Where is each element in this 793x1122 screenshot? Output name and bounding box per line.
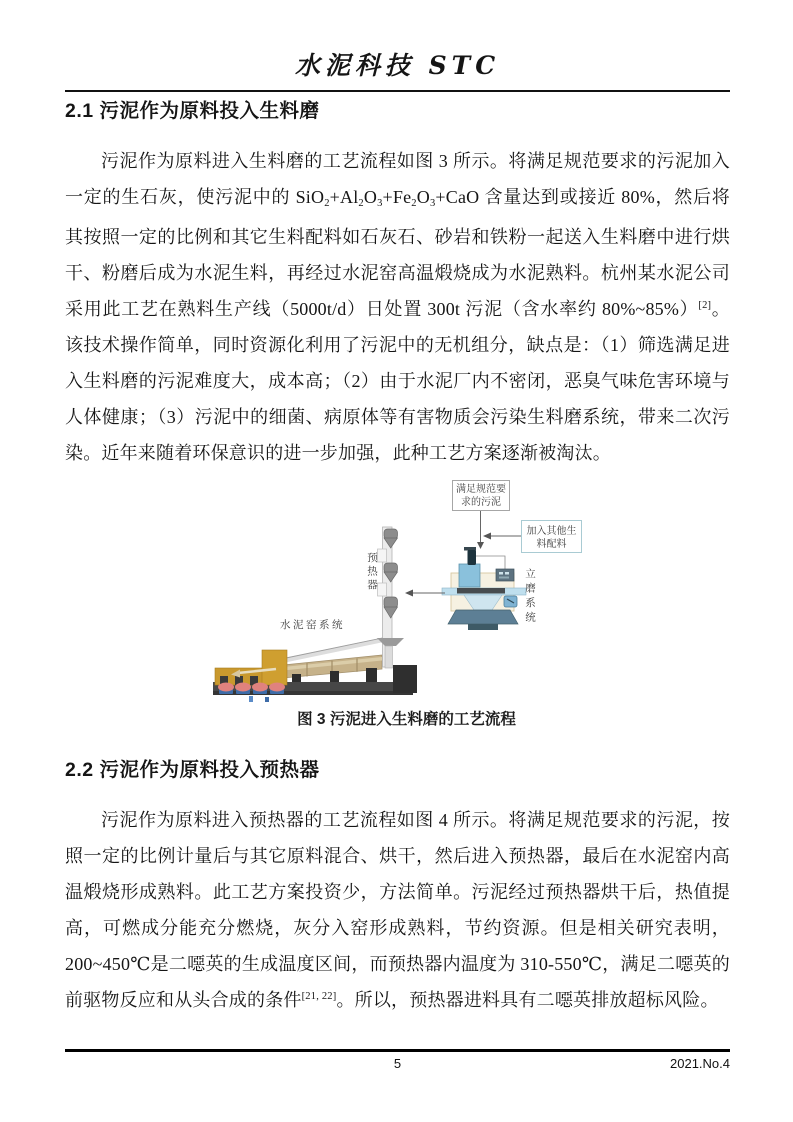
figure-box-raw-materials: 加入其他生料配料 [521,520,582,553]
paragraph-2-2: 污泥作为原料进入预热器的工艺流程如图 4 所示。将满足规范要求的污泥，按照一定的比例计量后与其它原料混合、烘干，然后进入预热器，最后在水泥窑内高温煅烧形成熟料。此工艺方案投资少，方法简单。污泥经过预热器烘干后，热值提高，可燃成分能充分燃烧，灰分入窑形成熟料，节约资源。但是相关研究表明，200~450℃是二噁英的生成温度区间，而预热器内温度为 310-550℃，满足二噁英的前驱物反应和从头合成的条件[21, 22]。所以，预热器进料具有二噁英排放超标风险。 [65,810,730,1010]
footer-divider [65,1049,730,1052]
header-divider [65,90,730,92]
page-number: 5 [393,1056,402,1071]
figure-3 [180,477,620,709]
vertical-mill [442,547,526,630]
figure-label-preheater: 预热器 [366,552,378,593]
figure-box-sludge: 满足规范要求的污泥 [452,480,510,511]
page-footer [65,1049,730,1074]
preheater-tower [377,527,404,668]
figure-label-kiln-system: 水泥窑系统 [280,619,345,631]
kiln-hood [215,650,287,685]
flow-arrow-mill-to-preheater [405,590,445,597]
paragraph-2-1: 污泥作为原料进入生料磨的工艺流程如图 3 所示。将满足规范要求的污泥加入一定的生石灰，使污泥中的 $SiO_2+Al_2O_3+Fe_2O_3+CaO$ 含量达到或接近 80%，然后将其按照一定的比例和其它生料配料如石灰石、砂岩和铁粉一起送入生料磨中进行烘干、粉磨后成为水泥生料，再经过水泥窑高温煅烧成为水泥熟料。杭州某水泥公司采用此工艺在熟料生产线（5000t/d）日处置 300t 污泥（含水率约 80%~85%）[2]。该技术操作简单，同时资源化利用了污泥中的无机组分，缺点是：（1）筛选满足进入生料磨的污泥难度大，成本高；（2）由于水泥厂内不密闭，恶臭气味危害环境与人体健康；（3）污泥中的细菌、病原体等有害物质会污染生料磨系统，带来二次污染。近年来随着环保意识的进一步加强，此种工艺方案逐渐被淘汰。 [65,151,730,463]
flow-arrow-sludge-to-mill [477,511,484,549]
section-heading-2-2: 2.2 污泥作为原料投入预热器 [65,759,320,781]
section-heading-2-1: 2.1 污泥作为原料投入生料磨 [65,100,320,122]
figure-caption: 图 3 污泥进入生料磨的工艺流程 [297,711,516,728]
figure-label-mill-system: 立磨系统 [524,568,536,626]
flow-arrow-materials-join [483,533,521,540]
issue-number: 2021.No.4 [670,1056,730,1071]
content-area [65,0,730,1018]
footer-row [65,1056,730,1074]
journal-title: 水泥科技 STC [294,51,501,80]
process-flow-diagram [180,477,620,709]
